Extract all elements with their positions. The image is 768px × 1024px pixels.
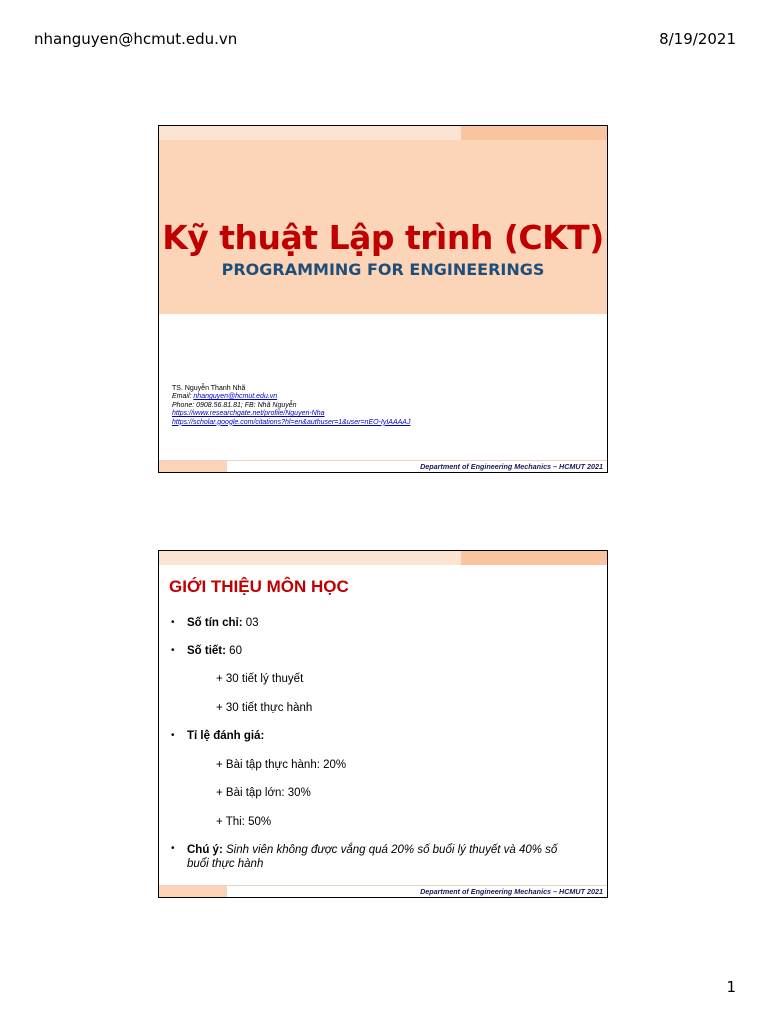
slide-top-strip-accent [461,551,607,565]
slide-footer-bar [159,460,607,472]
note-text: Sinh viên không được vắng quá 20% số buổi lý thuyết và 40% số buổi thực hành [187,844,558,870]
footer-accent [159,886,227,897]
email-link[interactable]: nhanguyen@hcmut.edu.vn [193,393,278,401]
note-label: Chú ý: [187,844,223,856]
email-line [172,393,410,401]
footer-accent [159,461,227,472]
periods-label: Số tiết: [187,645,226,657]
periods-theory: + 30 tiết lý thuyết [216,673,304,685]
author-name: TS. Nguyễn Thanh Nhã [172,385,246,392]
slide-top-strip-accent [461,126,607,140]
slide-top-strip [159,551,607,565]
slide-footer-text: Department of Engineering Mechanics – HCMUT 2021 [420,887,603,896]
slide-title: GIỚI THIỆU MÔN HỌC [169,577,349,596]
page-header-date: 8/19/2021 [659,30,736,48]
bullet-icon: • [171,617,175,628]
slide-footer-text: Department of Engineering Mechanics – HCMUT 2021 [420,462,603,471]
grading-project: + Bài tập lớn: 30% [216,787,311,799]
page-number: 1 [726,978,736,996]
slide-top-strip [159,126,607,140]
scholar-link[interactable]: https://scholar.google.com/citations?hl=en&authuser=1&user=nEO-IyIAAAAJ [172,418,411,426]
contact-block [172,385,410,427]
grading-exam: + Thi: 50% [216,816,272,828]
bullet-icon: • [171,645,175,656]
phone-line: Phone: 0908.56.81.81; FB: Nhã Nguyễn [172,401,297,409]
credits-label: Số tín chỉ: [187,617,243,629]
periods-value: 60 [225,645,242,657]
grading-label: Tỉ lệ đánh giá: [187,730,265,742]
credits-value: 03 [242,617,259,629]
bullet-icon: • [171,843,175,854]
email-label: Email: [172,393,194,401]
grading-practice: + Bài tập thực hành: 20% [216,759,347,771]
bullet-icon: • [171,730,175,741]
slide-2 [158,550,608,898]
slide-footer-bar [159,885,607,897]
page-header-email: nhanguyen@hcmut.edu.vn [34,30,238,48]
slide-title: Kỹ thuật Lập trình (CKT) [162,218,604,257]
slide-subtitle: PROGRAMMING FOR ENGINEERINGS [221,260,545,279]
slide-1 [158,125,608,473]
title-band [159,140,607,314]
researchgate-link[interactable]: https://www.researchgate.net/profile/Nguyen-Nha [172,410,325,418]
periods-practice: + 30 tiết thực hành [216,702,313,714]
